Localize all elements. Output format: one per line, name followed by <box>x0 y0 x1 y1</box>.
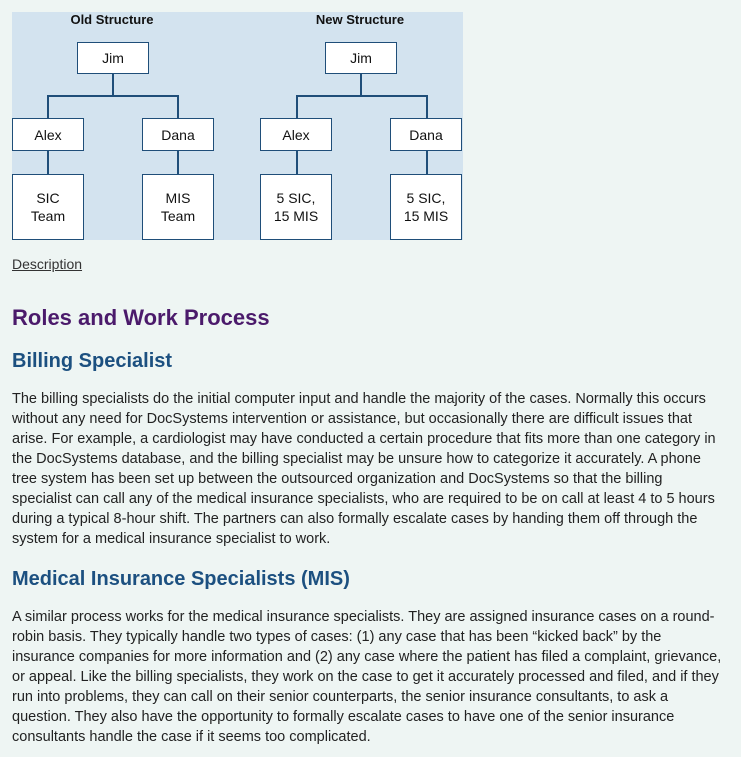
section-heading: Roles and Work Process <box>12 305 270 330</box>
new-jim-box: Jim <box>325 42 397 74</box>
new-alex-team-box: 5 SIC, 15 MIS <box>260 174 332 240</box>
mis-paragraph: A similar process works for the medical insurance specialists. They are assigned insurance cases on a round-robin basis. They typically handle two types of cases: (1) any case that has been “kicked back” by the insurance companies for more information and (2) any case where the patient has filed a complaint, grievance, or appeal. Like the billing specialists, they work on the case to get it accurately processed and filed, and if they run into problems, they can call on their senior counterparts, the senior insurance consultants, to ask a question. They also have the opportunity to formally escalate cases to have one of the senior insurance consultants handle the case if it seems too complicated. <box>12 609 722 745</box>
description-link[interactable]: Description <box>12 256 83 272</box>
old-dana-box: Dana <box>142 118 214 151</box>
old-alex-box: Alex <box>12 118 84 151</box>
new-structure-title: New Structure <box>315 12 405 27</box>
new-alex-box: Alex <box>260 118 332 151</box>
new-dana-box: Dana <box>390 118 462 151</box>
old-mis-team-box: MIS Team <box>142 174 214 240</box>
billing-specialist-heading: Billing Specialist <box>12 350 173 372</box>
org-structure-diagram <box>12 12 463 240</box>
mis-heading: Medical Insurance Specialists (MIS) <box>12 568 350 590</box>
old-sic-team-box: SIC Team <box>12 174 84 240</box>
old-structure-title: Old Structure <box>70 12 154 27</box>
new-dana-team-box: 5 SIC, 15 MIS <box>390 174 462 240</box>
billing-specialist-paragraph: The billing specialists do the initial computer input and handle the majority of the cases. Normally this occurs without any need for DocSystems intervention or assistance, but occasionally there are difficult issues that arise. For example, a cardiologist may have conducted a certain procedure that fits more than one category in the DocSystems database, and the billing specialist may be unsure how to categorize it accurately. A phone tree system has been set up between the outsourced organization and DocSystems so that the billing specialist can call any of the medical insurance specialists, who are required to be on call at least 4 to 5 hours during a typical 8-hour shift. The partners can also formally escalate cases by handing them off through the system for a medical insurance specialist to work. <box>12 391 716 547</box>
old-jim-box: Jim <box>77 42 149 74</box>
